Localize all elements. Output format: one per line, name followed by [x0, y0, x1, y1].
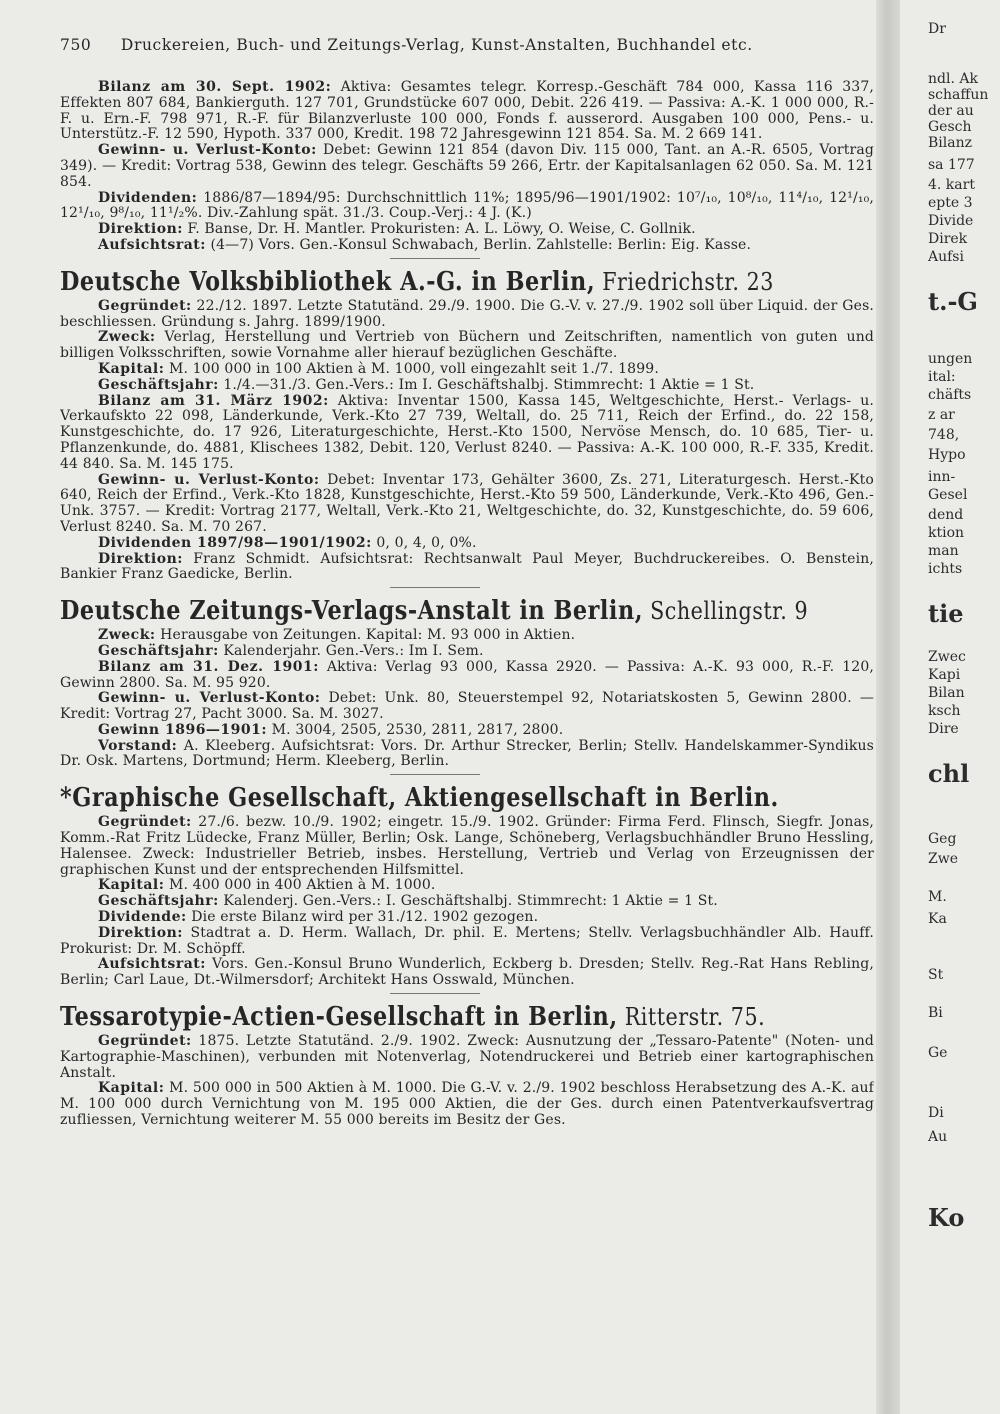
adjacent-fragment: Divide: [928, 213, 974, 229]
adjacent-fragment: Ge: [928, 1045, 948, 1061]
entry-paragraph: Zweck: Verlag, Herstellung und Vertrieb von Büchern und Zeitschriften, namentlich von guten und billigen Volksschriften, sowie Vornahme aller hierauf bezüglichen Geschäfte.: [60, 329, 874, 362]
entry-paragraph: Vorstand: A. Kleeberg. Aufsichtsrat: Vors. Dr. Arthur Strecker, Berlin; Stellv. Handelskammer-Syndikus Dr. Osk. Martens, Dortmund; Herm. Kleeberg, Berlin.: [60, 737, 874, 770]
company-heading: Deutsche Volksbibliothek A.-G. in Berlin, Friedrichstr. 23: [60, 266, 774, 297]
adjacent-fragment: Aufsi: [928, 249, 964, 265]
company-address: Ritterstr. 75.: [617, 1003, 766, 1032]
entry-paragraph: Aufsichtsrat: Vors. Gen.-Konsul Bruno Wunderlich, Eckberg b. Dresden; Stellv. Reg.-Rat Hans Rebling, Berlin; Carl Laue, Dt.-Wilmersdorf; Architekt Hans Osswald, München.: [60, 956, 874, 989]
entry-paragraph: Zweck: Herausgabe von Zeitungen. Kapital: M. 93 000 in Aktien.: [98, 627, 576, 644]
adjacent-fragment: tie: [928, 599, 964, 628]
entry-paragraph: Aufsichtsrat: (4—7) Vors. Gen.-Konsul Schwabach, Berlin. Zahlstelle: Berlin: Eig. Kasse.: [98, 236, 752, 253]
company-heading: Tessarotypie-Actien-Gesellschaft in Berlin, Ritterstr. 75.: [60, 1002, 766, 1033]
adjacent-fragment: ital:: [928, 369, 956, 385]
adjacent-fragment: Gesch: [928, 119, 972, 135]
entry-paragraph: Dividenden 1897/98—1901/1902: 0, 0, 4, 0, 0%.: [98, 534, 477, 551]
company-entry: [60, 265, 874, 583]
entry-paragraph: Gewinn- u. Verlust-Konto: Debet: Unk. 80, Steuerstempel 92, Notariatskosten 5, Gewinn 2800. — Kredit: Vortrag 27, Pacht 3000. Sa. M. 3027.: [60, 690, 874, 723]
running-head-title: Druckereien, Buch- und Zeitungs-Verlag, Kunst-Anstalten, Buchhandel etc.: [120, 36, 753, 54]
adjacent-fragment: Geg: [928, 831, 957, 847]
entry-paragraph: Dividende: Die erste Bilanz wird per 31./12. 1902 gezogen.: [98, 909, 539, 926]
entry-paragraph: Kapital: M. 100 000 in 100 Aktien à M. 1000, voll eingezahlt seit 1./7. 1899.: [98, 360, 659, 377]
adjacent-fragment: schaffun: [928, 87, 989, 103]
adjacent-fragment: Dr: [928, 21, 946, 37]
entry-paragraph: Gegründet: 1875. Letzte Statutänd. 2./9. 1902. Zweck: Ausnutzung der „Tessaro-Patente" (Noten- und Kartographie-Maschinen), verbunden mit Notenverlag, Notendruckerei und Betrieb einer kartographischen Anstalt.: [60, 1033, 874, 1081]
adjacent-fragment: M.: [928, 889, 947, 905]
entry-paragraph: Gegründet: 27./6. bezw. 10./9. 1902; eingetr. 15./9. 1902. Gründer: Firma Ferd. Flinsch, Siegfr. Jonas, Komm.-Rat Fritz Lüdecke, Franz Müller, Berlin; Osk. Lange, Schöneberg, Verlagsbuchhändler Bruno Hessling, Halensee. Zweck: Industrieller Betrieb, insbes. Herstellung, Vertrieb und Verlag von Erzeugnissen der graphischen Kunst und der entsprechenden Hilfsmittel.: [60, 814, 874, 878]
entry-paragraph: Geschäftsjahr: 1./4.—31./3. Gen.-Vers.: Im I. Geschäftshalbj. Stimmrecht: 1 Aktie = 1 St.: [98, 376, 755, 393]
entry-paragraph: Geschäftsjahr: Kalenderjahr. Gen.-Vers.: Im I. Sem.: [98, 642, 484, 659]
company-heading: *Graphische Gesellschaft, Aktiengesellschaft in Berlin.: [60, 783, 779, 814]
entry-paragraph: Dividenden: 1886/87—1894/95: Durchschnittlich 11%; 1895/96—1901/1902: 10⁷/₁₀, 10⁸/₁₀, 11⁴/₁₀, 12¹/₁₀, 12¹/₁₀, 9⁸/₁₀, 11¹/₂%. Div.-Zahlung spät. 31./3. Coup.-Verj.: 4 J. (K.): [60, 189, 874, 222]
adjacent-fragment: Zwec: [928, 649, 966, 665]
adjacent-fragment: 748,: [928, 427, 960, 443]
adjacent-fragment: Kapi: [928, 667, 961, 683]
entry-paragraph: Direktion: F. Banse, Dr. H. Mantler. Prokuristen: A. L. Löwy, O. Weise, C. Gollnik.: [98, 221, 696, 238]
entry-paragraph: Bilanz am 31. Dez. 1901: Aktiva: Verlag 93 000, Kassa 2920. — Passiva: A.-K. 93 000, R.-F. 120, Gewinn 2800. Sa. M. 95 920.: [60, 658, 874, 691]
entry-paragraph: Direktion: Franz Schmidt. Aufsichtsrat: Rechtsanwalt Paul Meyer, Buchdruckereibes. O. Benstein, Bankier Franz Gaedicke, Berlin.: [60, 550, 874, 583]
adjacent-fragment: Bi: [928, 1005, 943, 1021]
adjacent-fragment: ichts: [928, 561, 963, 577]
adjacent-fragment: inn-: [928, 469, 956, 485]
section-separator: [390, 774, 480, 775]
company-entry: [60, 594, 874, 770]
company-entry: [60, 80, 874, 254]
adjacent-page-strip: [906, 0, 1000, 1414]
section-separator: [390, 993, 480, 994]
running-head: [60, 36, 874, 54]
entry-paragraph: Bilanz am 31. März 1902: Aktiva: Inventar 1500, Kassa 145, Weltgeschichte, Herst.- Verlags- u. Verkaufskto 22 098, Länderkunde, Verk.-Kto 27 739, Weltall, do. 25 711, Reich der Erfind., do. 22 158, Kunstgeschichte, do. 17 926, Literaturgeschichte, Herst.-Kto 1500, Nervöse Mensch, do. 10 685, Tier- u. Pflanzenkunde, do. 4881, Klischees 1382, Debit. 120, Verlust 8240. — Passiva: A.-K. 100 000, R.-F. 335, Kredit. 44 840. Sa. M. 145 175.: [60, 392, 874, 472]
adjacent-fragment: t.-G: [928, 287, 978, 316]
main-column: [60, 36, 874, 1406]
adjacent-fragment: Gesel: [928, 487, 968, 503]
adjacent-fragment: Zwe: [928, 851, 958, 867]
company-entry: [60, 1000, 874, 1129]
adjacent-fragment: Au: [928, 1129, 948, 1145]
adjacent-fragment: chäfts: [928, 387, 972, 403]
adjacent-fragment: man: [928, 543, 959, 559]
adjacent-fragment: Dire: [928, 721, 959, 737]
adjacent-fragment: Bilan: [928, 685, 965, 701]
adjacent-fragment: Direk: [928, 231, 968, 247]
adjacent-fragment: ksch: [928, 703, 961, 719]
section-separator: [390, 258, 480, 259]
company-address: Schellingstr. 9: [643, 597, 809, 626]
entry-paragraph: Gewinn 1896—1901: M. 3004, 2505, 2530, 2811, 2817, 2800.: [98, 721, 564, 738]
adjacent-fragment: Hypo: [928, 447, 966, 463]
adjacent-fragment: chl: [928, 759, 970, 788]
entry-paragraph: Gegründet: 22./12. 1897. Letzte Statutänd. 29./9. 1900. Die G.-V. v. 27./9. 1902 soll über Liquid. der Ges. beschliessen. Gründung s. Jahrg. 1899/1900.: [60, 297, 874, 330]
section-separator: [390, 587, 480, 588]
entry-paragraph: Geschäftsjahr: Kalenderj. Gen.-Vers.: I. Geschäftshalbj. Stimmrecht: 1 Aktie = 1 St.: [98, 893, 718, 910]
entry-paragraph: Kapital: M. 500 000 in 500 Aktien à M. 1000. Die G.-V. v. 2./9. 1902 beschloss Herabsetzung des A.-K. auf M. 100 000 durch Vernichtung von M. 195 000 Aktien, die der Ges. durch einen Patentverkaufsvertrag zufliessen, Vernichtung weiterer M. 55 000 bereits im Besitz der Ges.: [60, 1080, 874, 1129]
entry-paragraph: Kapital: M. 400 000 in 400 Aktien à M. 1000.: [98, 877, 436, 894]
company-address: Friedrichstr. 23: [595, 267, 774, 296]
adjacent-fragment: 4. kart: [928, 177, 975, 193]
adjacent-fragment: ndl. Ak: [928, 71, 978, 87]
adjacent-fragment: z ar: [928, 407, 955, 423]
adjacent-fragment: Bilanz: [928, 135, 972, 151]
company-entry: [60, 781, 874, 989]
entry-paragraph: Direktion: Stadtrat a. D. Herm. Wallach, Dr. phil. E. Mertens; Stellv. Verlagsbuchhändler Alb. Hauff. Prokurist: Dr. M. Schöpff.: [60, 924, 874, 957]
entry-paragraph: Gewinn- u. Verlust-Konto: Debet: Inventar 173, Gehälter 3600, Zs. 271, Literaturgesch. Herst.-Kto 640, Reich der Erfind., Verk.-Kto 1828, Kunstgeschichte, Herst.-Kto 59 500, Länderkunde, Verk.-Kto 496, Gen.-Unk. 3757. — Kredit: Vortrag 2177, Weltall, Verk.-Kto 21, Weltgeschichte, do. 32, Kunstgeschichte, do. 59 606, Verlust 8240. Sa. M. 70 267.: [60, 471, 874, 535]
adjacent-fragment: epte 3: [928, 195, 973, 211]
adjacent-fragment: dend: [928, 507, 964, 523]
adjacent-fragment: ungen: [928, 351, 973, 367]
book-gutter: [876, 0, 900, 1414]
adjacent-fragment: ktion: [928, 525, 965, 541]
adjacent-fragment: sa 177: [928, 157, 975, 173]
entry-paragraph: Gewinn- u. Verlust-Konto: Debet: Gewinn 121 854 (davon Div. 115 000, Tant. an A.-R. 6505, Vortrag 349). — Kredit: Vortrag 538, Gewinn des telegr. Geschäfts 59 266, Ertr. der Kapitalsanlagen 62 050. Sa. M. 121 854.: [60, 142, 874, 190]
adjacent-fragment: Di: [928, 1105, 944, 1121]
adjacent-fragment: Ko: [928, 1203, 965, 1232]
company-heading: Deutsche Zeitungs-Verlags-Anstalt in Berlin, Schellingstr. 9: [60, 596, 809, 627]
page-number: 750: [60, 36, 92, 54]
adjacent-fragment: der au: [928, 103, 974, 119]
adjacent-fragment: St: [928, 967, 944, 983]
entry-paragraph: Bilanz am 30. Sept. 1902: Aktiva: Gesamtes telegr. Korresp.-Geschäft 784 000, Kassa 116 337, Effekten 807 684, Bankierguth. 127 701, Grundstücke 607 000, Debit. 226 419. — Passiva: A.-K. 1 000 000, R.-F. u. Ern.-F. 798 971, R.-F. für Bilanzverluste 100 000, Fonds f. ausserord. Ausgaben 100 000, Pens.- u. Unterstütz.-F. 12 590, Hypoth. 337 000, Kredit. 198 72 Jahresgewinn 121 854. Sa. M. 2 669 141.: [60, 79, 874, 143]
adjacent-fragment: Ka: [928, 911, 947, 927]
